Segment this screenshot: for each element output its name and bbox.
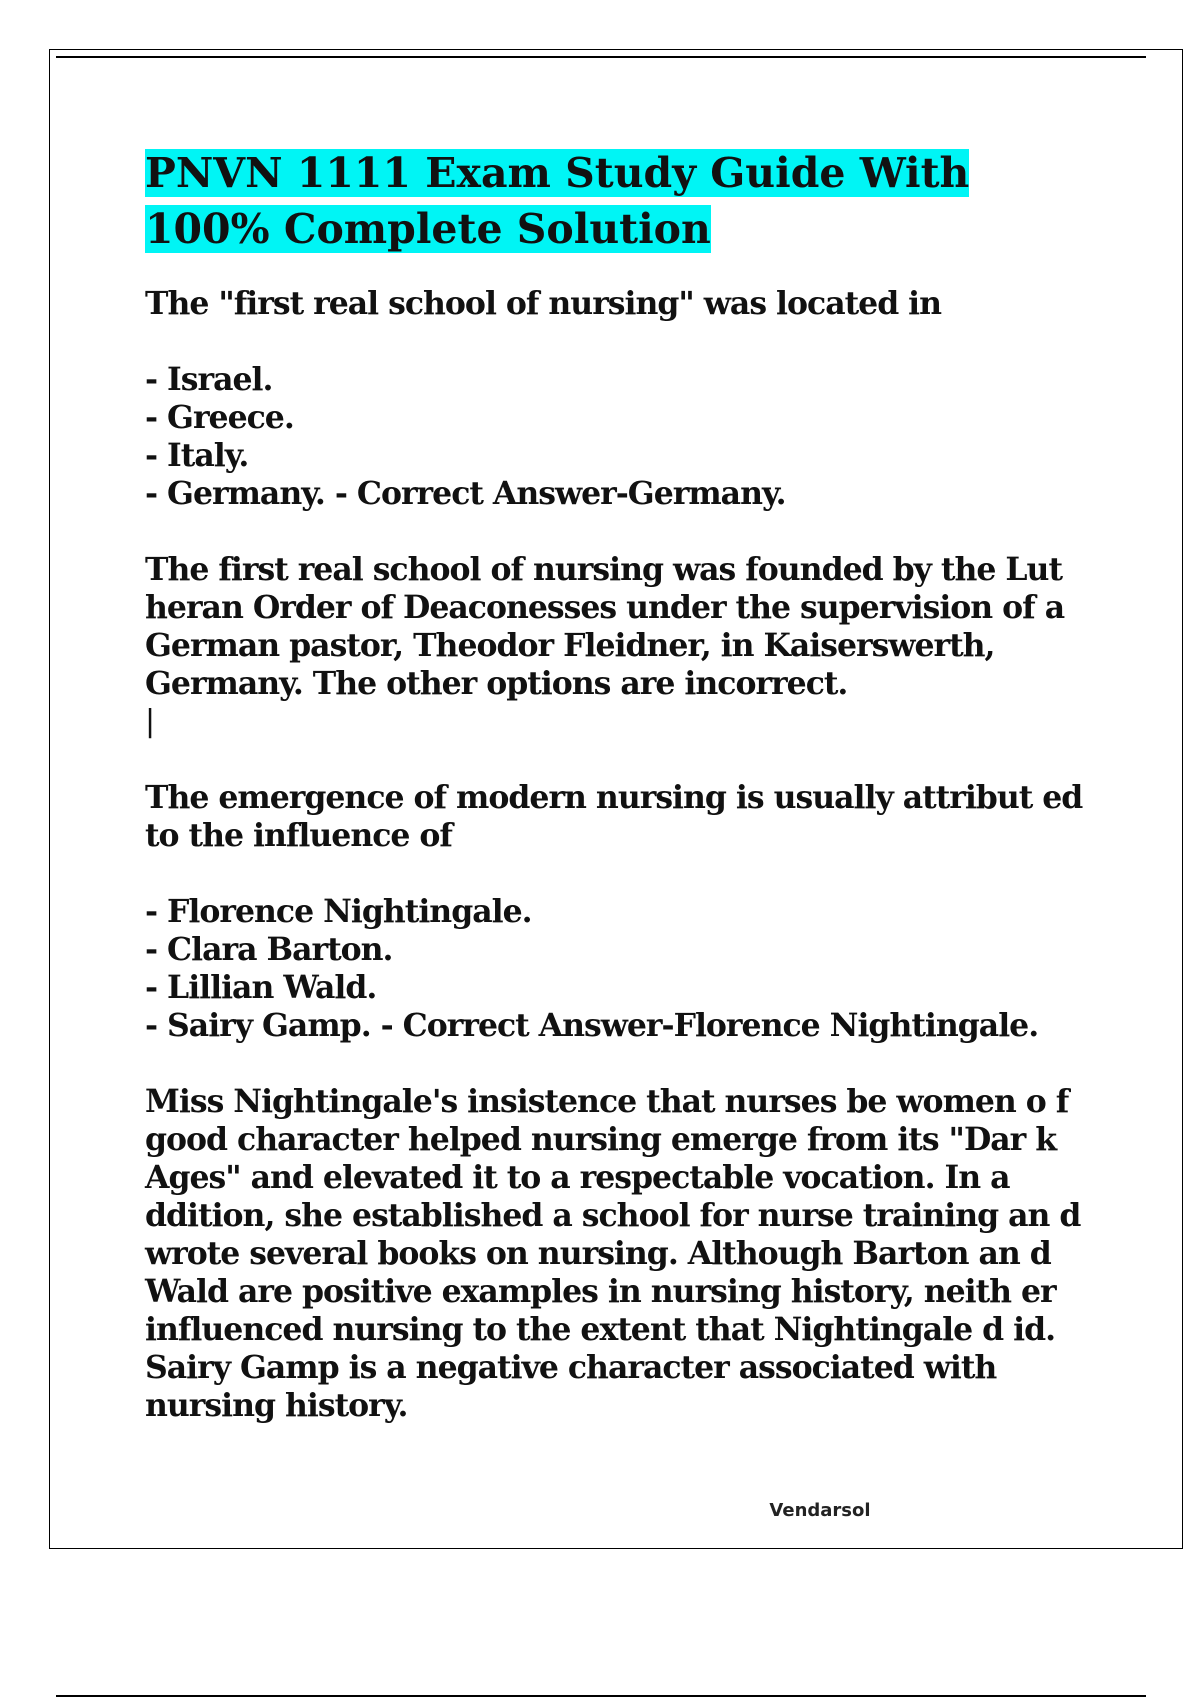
bottom-rule: [56, 1695, 1146, 1697]
question-1-rationale: The first real school of nursing was founded by the Lut heran Order of Deaconesses under the supervision of a German pastor, Theodor Fleidner, in Kaiserswerth, Germany. The other options are incorrect.: [145, 551, 1065, 702]
question-1-prompt: The "first real school of nursing" was located in: [145, 285, 942, 322]
footer-brand: Vendarsol: [769, 1500, 871, 1521]
question-2-options: [145, 893, 1095, 1045]
document-body: [145, 145, 1095, 1425]
option: - Italy.: [145, 437, 249, 474]
text-cursor: |: [145, 704, 156, 739]
title-highlight: PNVN 1111 Exam Study Guide With 100% Complete Solution: [145, 149, 970, 253]
option-with-answer: - Germany. - Correct Answer-Germany.: [145, 475, 786, 512]
option: - Florence Nightingale.: [145, 893, 532, 930]
option: - Lillian Wald.: [145, 969, 377, 1006]
option: - Israel.: [145, 361, 273, 398]
option: - Clara Barton.: [145, 931, 393, 968]
option: - Greece.: [145, 399, 294, 436]
question-2-rationale: Miss Nightingale's insistence that nurses be women o f good character helped nursing emerge from its "Dar k Ages" and elevated it to a respectable vocation. In a ddition, she established a school for nurse training an d wrote several books on nursing. Although Barton an d Wald are positive examples in nursing history, neith er influenced nursing to the extent that Nightingale d id. Sairy Gamp is a negative character associated with nursing history.: [145, 1083, 1081, 1424]
option-with-answer: - Sairy Gamp. - Correct Answer-Florence Nightingale.: [145, 1007, 1039, 1044]
top-rule: [56, 56, 1146, 58]
question-1-options: [145, 361, 1095, 513]
document-title: [145, 145, 1095, 257]
question-2-prompt: The emergence of modern nursing is usually attribut ed to the influence of: [145, 779, 1083, 854]
